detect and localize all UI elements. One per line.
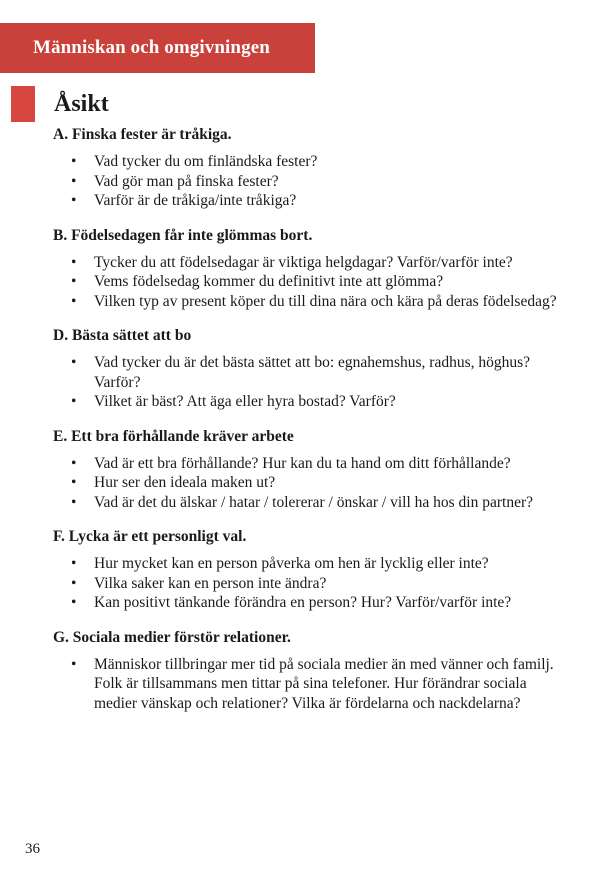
- page-title: Åsikt: [54, 91, 109, 117]
- topic-section: [53, 528, 573, 613]
- question-item: • Hur mycket kan en person påverka om hen är lycklig eller inte?: [53, 554, 573, 574]
- topic-section: [53, 327, 573, 412]
- page-number: 36: [25, 841, 40, 857]
- topic-title: G. Sociala medier förstör relationer.: [53, 628, 291, 646]
- question-item: • Hur ser den ideala maken ut?: [53, 473, 573, 493]
- question-item: • Vad gör man på finska fester?: [53, 172, 573, 192]
- question-list: [53, 554, 573, 613]
- question-item: • Vad tycker du om finländska fester?: [53, 152, 573, 172]
- section-heading: [11, 86, 109, 122]
- topic-section: [53, 227, 573, 312]
- question-list: [53, 353, 573, 412]
- topic-title: A. Finska fester är tråkiga.: [53, 126, 232, 143]
- chapter-banner: [0, 23, 315, 73]
- question-item: • Vilka saker kan en person inte ändra?: [53, 574, 573, 594]
- topic-title: F. Lycka är ett personligt val.: [53, 528, 247, 545]
- question-list: [53, 253, 573, 312]
- question-item: • Vad tycker du är det bästa sättet att bo: egnahemshus, radhus, höghus? Varför?: [53, 353, 573, 392]
- question-list: [53, 655, 573, 714]
- question-item: • Varför är de tråkiga/inte tråkiga?: [53, 191, 573, 211]
- question-item: • Vems födelsedag kommer du definitivt inte att glömma?: [53, 272, 573, 292]
- topic-title: D. Bästa sättet att bo: [53, 327, 192, 344]
- topic-section: [53, 428, 573, 513]
- topic-section: [53, 126, 573, 211]
- question-list: [53, 152, 573, 211]
- heading-marker: [11, 86, 35, 122]
- topic-title: B. Födelsedagen får inte glömmas bort.: [53, 226, 313, 244]
- question-item: • Tycker du att födelsedagar är viktiga helgdagar? Varför/varför inte?: [53, 253, 573, 273]
- question-item: • Människor tillbringar mer tid på sociala medier än med vänner och familj. Folk är tillsammans men tittar på sina telefoner. Hur förändrar sociala medier vänskap och relationer? Vilka är fördelarna och nackdelarna?: [53, 655, 573, 714]
- question-list: [53, 454, 573, 513]
- topic-section: [53, 629, 573, 714]
- question-item: • Vilken typ av present köper du till dina nära och kära på deras födelsedag?: [53, 292, 573, 312]
- discussion-topics: [53, 126, 573, 729]
- question-item: • Vilket är bäst? Att äga eller hyra bostad? Varför?: [53, 392, 573, 412]
- question-item: • Vad är ett bra förhållande? Hur kan du ta hand om ditt förhållande?: [53, 454, 573, 474]
- topic-title: E. Ett bra förhållande kräver arbete: [53, 427, 294, 445]
- question-item: • Kan positivt tänkande förändra en person? Hur? Varför/varför inte?: [53, 593, 573, 613]
- question-item: • Vad är det du älskar / hatar / tolererar / önskar / vill ha hos din partner?: [53, 493, 573, 513]
- chapter-title: Människan och omgivningen: [33, 37, 270, 58]
